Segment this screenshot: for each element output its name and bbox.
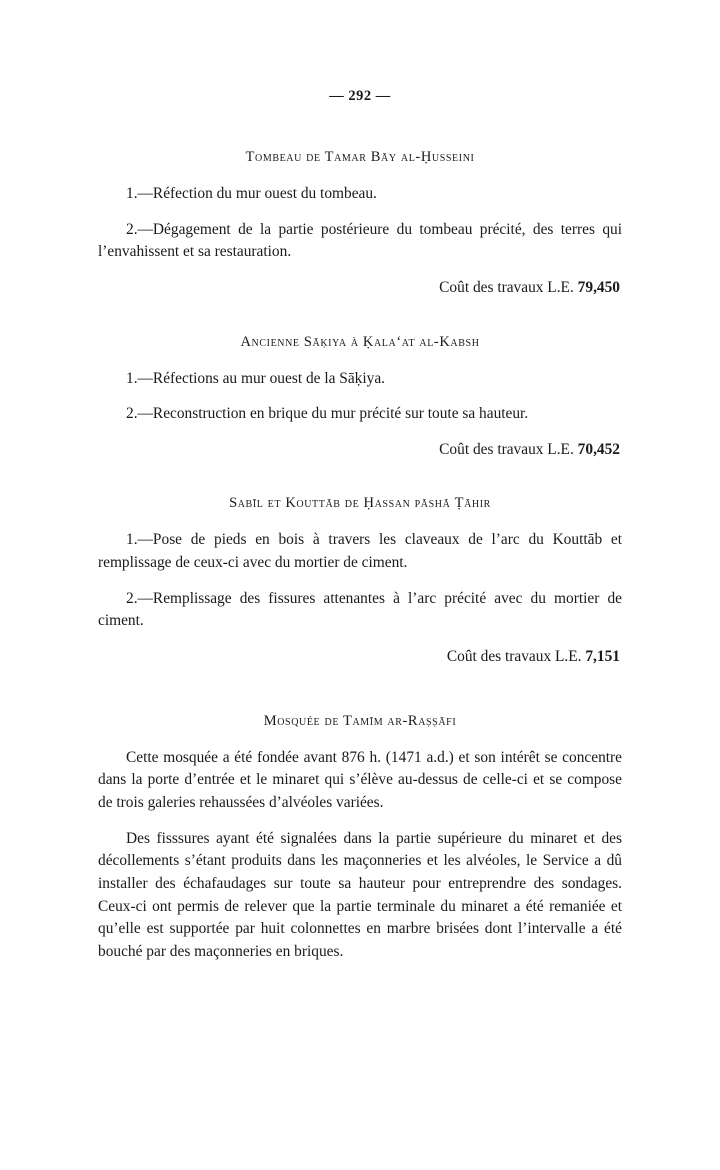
section-heading: Tombeau de Tamar Bāy al-Ḥusseini bbox=[245, 149, 475, 165]
section-item: 1.—Réfection du mur ouest du tombeau. bbox=[126, 185, 377, 202]
cost-line bbox=[98, 646, 622, 669]
cost-line bbox=[98, 277, 622, 300]
section-paragraph: Des fisssures ayant été signalées dans la partie supérieure du minaret et des décollements s’étant produits dans les maçonneries et les alvéoles, le Service a dû installer des échafaudages sur toute sa hauteur pour entreprendre des sondages. Ceux-ci ont permis de relever que la partie terminale du minaret a été remaniée et qu’elle est supportée par huit colonnettes en marbre brisées dont l’intervalle a été bouché par des maçonneries en briques. bbox=[98, 829, 622, 960]
page-number: — 292 — bbox=[329, 88, 391, 104]
section-item: 2.—Dégagement de la partie postérieure du tombeau précité, des terres qui l’envahissent et sa restauration. bbox=[98, 220, 622, 261]
cost-label: Coût des travaux L.E. bbox=[446, 648, 582, 666]
section-ancienne-sakiya bbox=[98, 334, 622, 462]
cost-line bbox=[98, 439, 622, 462]
section-item: 1.—Pose de pieds en bois à travers les claveaux de l’arc du Kouttāb et remplissage de ceux-ci avec du mortier de ciment. bbox=[98, 531, 622, 572]
section-item: 2.—Reconstruction en brique du mur précité sur toute sa hauteur. bbox=[126, 405, 529, 423]
cost-amount: 7,151 bbox=[585, 648, 620, 666]
section-heading: Sabīl et Kouttāb de Ḥassan pāshā Ṭāhir bbox=[229, 495, 491, 512]
cost-amount: 70,452 bbox=[577, 440, 620, 458]
cost-amount: 79,450 bbox=[577, 278, 620, 296]
document-page bbox=[0, 88, 720, 1170]
section-heading: Ancienne Sāḳiya à Ḳala‘at al-Kabsh bbox=[240, 333, 480, 350]
cost-label: Coût des travaux L.E. bbox=[439, 440, 574, 458]
section-mosquee-tamim-ar-rassafi bbox=[98, 713, 622, 964]
section-sabil-kouttab-hassan-pasha-tahir bbox=[98, 495, 622, 668]
section-heading: Mosquée de Tamīm ar-Raṣṣāfi bbox=[263, 712, 457, 729]
section-tombeau-tamar-bay bbox=[98, 149, 622, 300]
section-paragraph: Cette mosquée a été fondée avant 876 h. (1471 a.d.) et son intérêt se concentre dans la porte d’entrée et le minaret qui s’élève au-dessus de celle-ci et se compose de trois galeries rehaussées d’alvéoles variées. bbox=[98, 748, 622, 811]
section-item: 1.—Réfections au mur ouest de la Sāḳiya. bbox=[126, 369, 386, 387]
cost-label: Coût des travaux L.E. bbox=[439, 278, 574, 296]
section-item: 2.—Remplissage des fissures attenantes à l’arc précité avec du mortier de ciment. bbox=[98, 589, 622, 630]
